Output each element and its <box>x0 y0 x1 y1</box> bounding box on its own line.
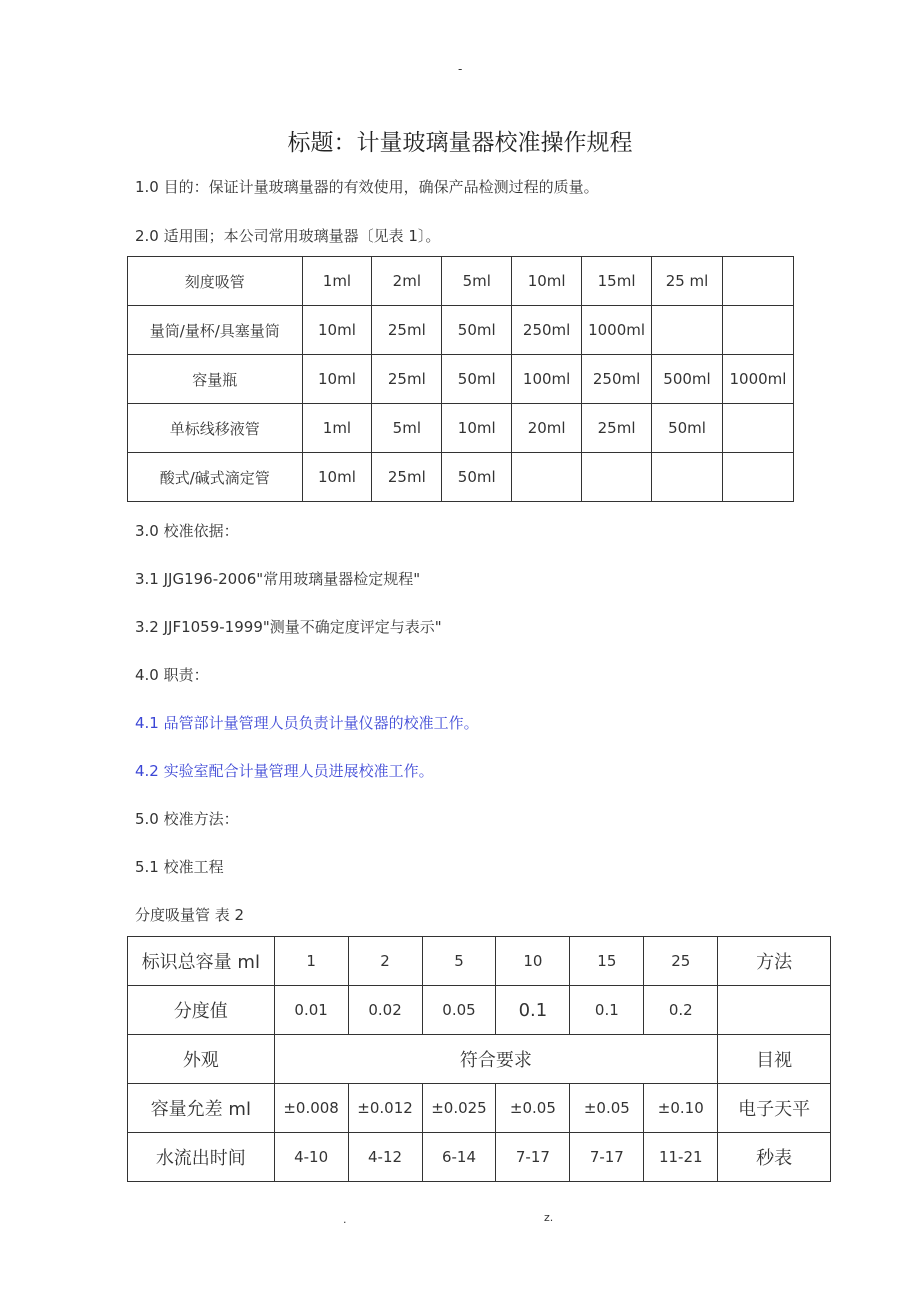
table-cell: 5ml <box>372 404 442 453</box>
table-cell: 1000ml <box>582 306 652 355</box>
table-cell: 11-21 <box>644 1133 718 1182</box>
table-cell: 目视 <box>718 1035 831 1084</box>
table-cell: 50ml <box>652 404 723 453</box>
table-cell: ±0.05 <box>570 1084 644 1133</box>
table-cell: 2 <box>348 937 422 986</box>
header-mark: - <box>458 62 463 76</box>
table2-caption: 分度吸量管 表 2 <box>135 906 245 924</box>
table-cell <box>718 986 831 1035</box>
table-cell: 100ml <box>512 355 582 404</box>
table-cell <box>722 306 793 355</box>
row-label-cell: 量筒/量杯/具塞量筒 <box>128 306 303 355</box>
table-cell: 1000ml <box>722 355 793 404</box>
table-cell: 25ml <box>372 453 442 502</box>
table-cell: 1 <box>274 937 348 986</box>
table-cell: 6-14 <box>422 1133 496 1182</box>
table-cell <box>582 453 652 502</box>
table-cell <box>652 306 723 355</box>
table-cell: 50ml <box>442 306 512 355</box>
table-cell: 4-12 <box>348 1133 422 1182</box>
section-duties-1: 4.1 品管部计量管理人员负责计量仪器的校准工作。 <box>135 714 479 732</box>
table-cell: 2ml <box>372 257 442 306</box>
table-row <box>128 306 794 355</box>
table-cell: ±0.025 <box>422 1084 496 1133</box>
table-row <box>128 1084 831 1133</box>
table-cell: 25 <box>644 937 718 986</box>
table-cell: 7-17 <box>570 1133 644 1182</box>
table-row <box>128 1133 831 1182</box>
table-cell: 外观 <box>128 1035 275 1084</box>
table-cell <box>722 257 793 306</box>
table-cell: 秒表 <box>718 1133 831 1182</box>
table-cell: 10ml <box>302 306 372 355</box>
footer-left-mark: . <box>343 1213 347 1226</box>
table-cell: ±0.008 <box>274 1084 348 1133</box>
table-cell: 25ml <box>372 306 442 355</box>
table-cell: 10ml <box>442 404 512 453</box>
table-row <box>128 453 794 502</box>
table-row <box>128 1035 831 1084</box>
table-cell: 15 <box>570 937 644 986</box>
table-cell: 20ml <box>512 404 582 453</box>
row-label-cell: 单标线移液管 <box>128 404 303 453</box>
table-cell: ±0.10 <box>644 1084 718 1133</box>
table-cell <box>512 453 582 502</box>
table-cell: ±0.012 <box>348 1084 422 1133</box>
table-cell: 250ml <box>512 306 582 355</box>
table-cell: 0.02 <box>348 986 422 1035</box>
section-basis-1: 3.1 JJG196-2006"常用玻璃量器检定规程" <box>135 570 421 588</box>
section-method: 5.0 校准方法： <box>135 810 239 828</box>
table-row <box>128 404 794 453</box>
table-cell: 25ml <box>372 355 442 404</box>
table-cell: 500ml <box>652 355 723 404</box>
table-cell: 10 <box>496 937 570 986</box>
table-cell: 5 <box>422 937 496 986</box>
row-label-cell: 容量瓶 <box>128 355 303 404</box>
table-cell: 25ml <box>582 404 652 453</box>
row-label-cell: 酸式/碱式滴定管 <box>128 453 303 502</box>
table-cell: 50ml <box>442 355 512 404</box>
table-cell: 0.1 <box>496 986 570 1035</box>
table-row <box>128 986 831 1035</box>
table-cell: 25 ml <box>652 257 723 306</box>
table-cell <box>652 453 723 502</box>
table-cell: 1ml <box>302 404 372 453</box>
table-cell: 水流出时间 <box>128 1133 275 1182</box>
table-row <box>128 257 794 306</box>
table-cell: ±0.05 <box>496 1084 570 1133</box>
table-cell: 10ml <box>302 355 372 404</box>
table-row <box>128 355 794 404</box>
table-cell: 容量允差 ml <box>128 1084 275 1133</box>
section-scope: 2.0 适用围；本公司常用玻璃量器〔见表 1〕。 <box>135 227 441 245</box>
table-row <box>128 937 831 986</box>
table-cell: 0.1 <box>570 986 644 1035</box>
table-cell: 0.05 <box>422 986 496 1035</box>
section-duties: 4.0 职责： <box>135 666 209 684</box>
table-cell: 标识总容量 ml <box>128 937 275 986</box>
section-method-1: 5.1 校准工程 <box>135 858 224 876</box>
table-cell: 10ml <box>512 257 582 306</box>
table-cell <box>722 453 793 502</box>
table-cell: 1ml <box>302 257 372 306</box>
glassware-scope-table <box>127 256 794 502</box>
table-cell: 0.2 <box>644 986 718 1035</box>
table-cell: 方法 <box>718 937 831 986</box>
table-cell <box>722 404 793 453</box>
table-cell: 15ml <box>582 257 652 306</box>
table-cell: 250ml <box>582 355 652 404</box>
footer-right-mark: z. <box>544 1211 554 1224</box>
graduated-pipette-table <box>127 936 831 1182</box>
table-cell: 4-10 <box>274 1133 348 1182</box>
section-purpose: 1.0 目的：保证计量玻璃量器的有效使用，确保产品检测过程的质量。 <box>135 178 599 196</box>
table-cell: 5ml <box>442 257 512 306</box>
section-duties-2: 4.2 实验室配合计量管理人员进展校准工作。 <box>135 762 434 780</box>
table-cell: 电子天平 <box>718 1084 831 1133</box>
section-basis: 3.0 校准依据： <box>135 522 239 540</box>
table-cell: 7-17 <box>496 1133 570 1182</box>
table-cell: 50ml <box>442 453 512 502</box>
page-title: 标题：计量玻璃量器校准操作规程 <box>287 130 633 156</box>
table-cell: 分度值 <box>128 986 275 1035</box>
section-basis-2: 3.2 JJF1059-1999"测量不确定度评定与表示" <box>135 618 442 636</box>
table-cell: 10ml <box>302 453 372 502</box>
table-cell-merged: 符合要求 <box>274 1035 718 1084</box>
row-label-cell: 刻度吸管 <box>128 257 303 306</box>
table-cell: 0.01 <box>274 986 348 1035</box>
